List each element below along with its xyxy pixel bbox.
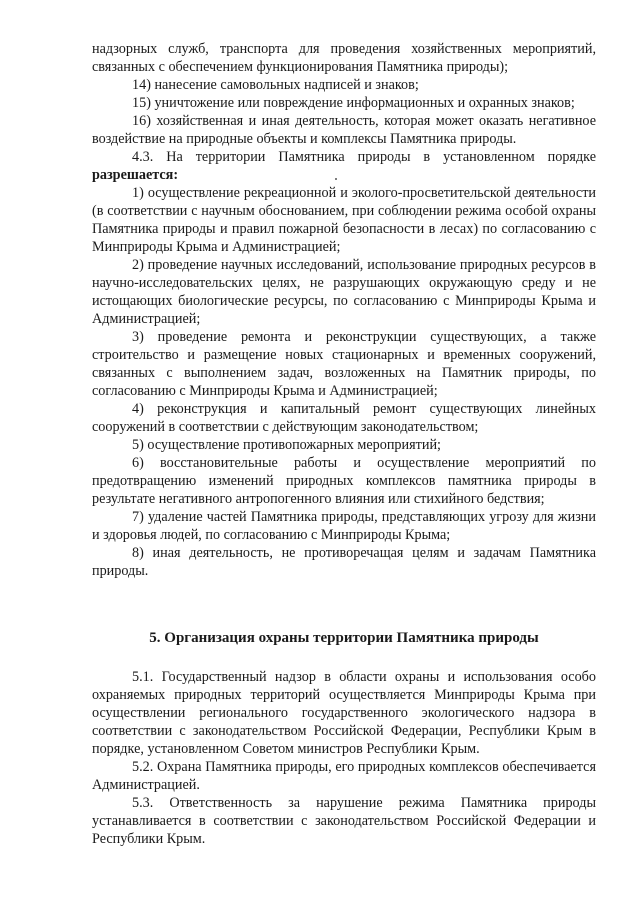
paragraph-4-3 bbox=[92, 148, 596, 184]
paragraph: 7) удаление частей Памятника природы, представляющих угрозу для жизни и здоровья людей, по согласованию с Минприроды Крыма; bbox=[92, 509, 596, 543]
paragraph: 14) нанесение самовольных надписей и знаков; bbox=[132, 77, 419, 93]
paragraph: 2) проведение научных исследований, использование природных ресурсов в научно-исследовательских целях, не разрушающих окружающую среду и не истощающих биологические ресурсы, по согласованию с Минприроды Крыма и Администрацией; bbox=[92, 257, 596, 327]
paragraph: 5) осуществление противопожарных мероприятий; bbox=[132, 437, 441, 453]
paragraph: 5.2. Охрана Памятника природы, его природных комплексов обеспечивается Администрацией. bbox=[92, 759, 596, 793]
paragraph-4-3-text: 4.3. На территории Памятника природы в установленном порядке bbox=[132, 149, 596, 165]
paragraph: 6) восстановительные работы и осуществление мероприятий по предотвращению изменений природных комплексов памятника природы в результате негативного антропогенного влияния или стихийного бедствия; bbox=[92, 455, 596, 507]
document-body-lower bbox=[92, 668, 596, 848]
paragraph: 4) реконструкция и капитальный ремонт существующих линейных сооружений в соответствии с действующим законодательством; bbox=[92, 401, 596, 435]
paragraph: 8) иная деятельность, не противоречащая целям и задачам Памятника природы. bbox=[92, 545, 596, 579]
document-body-upper bbox=[92, 40, 596, 580]
scan-speck bbox=[335, 178, 337, 180]
paragraph: 5.3. Ответственность за нарушение режима Памятника природы устанавливается в соответствии с законодательством Российской Федерации и Республики Крым. bbox=[92, 795, 596, 847]
paragraph: 5.1. Государственный надзор в области охраны и использования особо охраняемых природных территорий осуществляется Минприроды Крыма при осуществлении регионального государственного экологического надзора в соответствии с законодательством Российской Федерации, Республики Крым в порядке, установленном Советом министров Республики Крым. bbox=[92, 669, 596, 757]
paragraph: 3) проведение ремонта и реконструкции существующих, а также строительство и размещение новых стационарных и временных сооружений, связанных с выполнением задач, возложенных на Памятник природы, по согласованию с Минприроды Крыма и Администрацией; bbox=[92, 329, 596, 399]
paragraph: надзорных служб, транспорта для проведения хозяйственных мероприятий, связанных с обеспечением функционирования Памятника природы); bbox=[92, 41, 596, 75]
paragraph: 1) осуществление рекреационной и эколого-просветительской деятельности (в соответствии с научным обоснованием, при соблюдении режима особой охраны Памятника природы и правил пожарной безопасности в лесах) по согласованию с Минприроды Крыма и Администрацией; bbox=[92, 185, 596, 255]
section-heading: 5. Организация охраны территории Памятника природы bbox=[149, 630, 539, 646]
paragraph-4-3-bold: разрешается: bbox=[92, 167, 179, 183]
paragraph: 16) хозяйственная и иная деятельность, которая может оказать негативное воздействие на природные объекты и комплексы Памятника природы. bbox=[92, 113, 596, 147]
paragraph: 15) уничтожение или повреждение информационных и охранных знаков; bbox=[132, 95, 575, 111]
